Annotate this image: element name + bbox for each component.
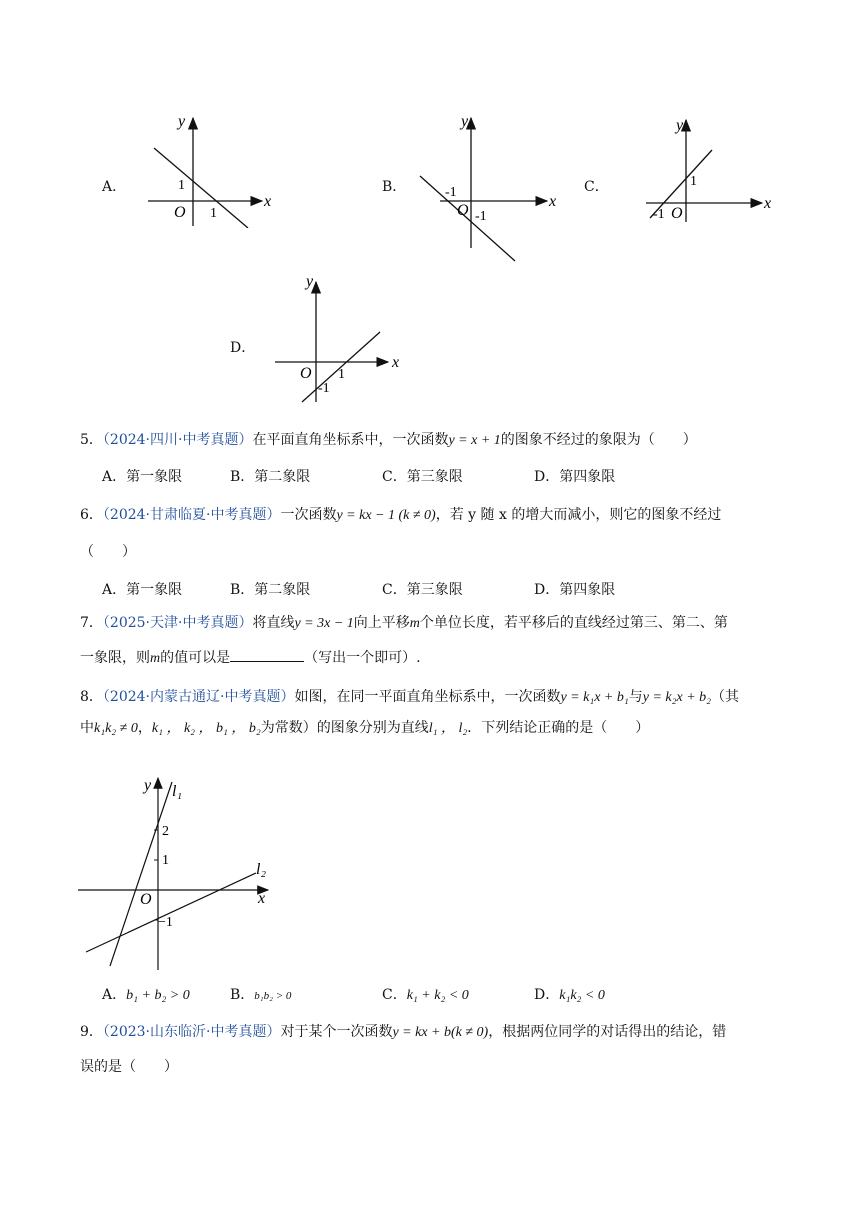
question-text: 一象限，则: [80, 650, 150, 666]
tick-label-minus-1: −1: [158, 915, 173, 930]
option-c-label: C．: [584, 179, 609, 195]
option-b-formula: b₁b₂ > 0: [254, 990, 292, 1002]
x-intercept-label: -1: [445, 185, 457, 200]
question-text: 对于某个一次函数: [280, 1024, 393, 1040]
question-text-cont2: （写出一个即可）.: [304, 650, 421, 666]
option-c: C．第三象限: [382, 469, 463, 485]
question-6: [80, 505, 721, 526]
question-text: 将直线: [252, 615, 295, 631]
x-intercept-label: 1: [338, 367, 345, 382]
graph-c: [640, 108, 785, 228]
question-8-line-2: [80, 718, 649, 739]
condition: k₁k₂ ≠ 0: [94, 721, 138, 736]
question-text-cont: 为常数）的图象分别为直线: [260, 720, 429, 736]
function-line: [154, 148, 248, 228]
question-number: 6．: [80, 507, 103, 523]
question-text-cont: 的图象不经过的象限为（ ）: [500, 432, 697, 448]
option-d: D．k₁k₂ < 0: [534, 987, 605, 1003]
x-label: x: [764, 195, 772, 212]
question-source: （2024·四川·中考真题）: [102, 432, 253, 448]
y-label: y: [676, 117, 684, 134]
question-8: [80, 687, 739, 708]
option-c: C．k₁ + k₂ < 0: [382, 987, 469, 1003]
question-6-answer-paren: （ ）: [80, 544, 136, 560]
question-text-cont: （其: [711, 689, 740, 705]
question-number: 9．: [80, 1024, 103, 1040]
question-formula: y = kx + b(k ≠ 0): [392, 1025, 489, 1040]
question-number: 8．: [80, 689, 103, 705]
origin-label: O: [457, 202, 469, 219]
tick-label-2: 2: [162, 824, 169, 839]
option-d: D．第四象限: [534, 582, 616, 598]
line-l2: [86, 873, 256, 952]
question-number: 5．: [80, 432, 103, 448]
variable-m: m: [150, 651, 161, 666]
x-label: x: [258, 890, 266, 907]
option-d-formula: k₁k₂ < 0: [559, 988, 605, 1003]
option-d: D．第四象限: [534, 469, 616, 485]
y-intercept-label: -1: [318, 381, 330, 396]
option-a: A．b₁ + b₂ > 0: [102, 987, 190, 1003]
x-label: x: [264, 193, 272, 210]
question-text-cont: 的值可以是: [160, 650, 231, 666]
variables: k₁ ， k₂ ， b₁ ， b₂: [151, 721, 261, 736]
option-b: B．b₁b₂ > 0: [230, 987, 292, 1003]
answer-blank[interactable]: [230, 647, 304, 662]
origin-label: O: [174, 204, 186, 221]
question-text-cont2: 个单位长度，若平移后的直线经过第三、第二、第: [419, 615, 728, 631]
question-source: （2024·甘肃临夏·中考真题）: [102, 507, 281, 523]
tick-label-1: 1: [162, 853, 169, 868]
question-text-and: 与: [628, 689, 643, 705]
question-text: 中: [80, 720, 94, 736]
question-formula: y = 3x − 1: [294, 616, 354, 631]
question-source: （2025·天津·中考真题）: [102, 615, 253, 631]
question-text-cont2: ．下列结论正确的是（ ）: [467, 720, 650, 736]
option-d-label: D．: [230, 340, 256, 356]
formula-2: y = k₂x + b₂: [642, 690, 712, 705]
option-b: B．第二象限: [230, 469, 311, 485]
y-label: y: [144, 777, 152, 794]
l2-label: l₂: [256, 861, 267, 878]
question-text: 一次函数: [280, 507, 337, 523]
option-c-formula: k₁ + k₂ < 0: [406, 988, 469, 1003]
origin-label: O: [671, 205, 683, 222]
option-b-label: B．: [382, 179, 407, 195]
l1-label: l₁: [172, 783, 183, 800]
option-a: A．第一象限: [102, 469, 183, 485]
origin-label: O: [140, 891, 152, 908]
question-text-cont: 向上平移: [353, 615, 410, 631]
origin-label: O: [300, 365, 312, 382]
separator: ，: [137, 720, 152, 736]
line-names: l₁ ， l₂: [428, 721, 468, 736]
y-label: y: [178, 113, 186, 130]
y-intercept-label: 1: [178, 178, 185, 193]
option-a: A．第一象限: [102, 582, 183, 598]
option-a-formula: b₁ + b₂ > 0: [126, 988, 190, 1003]
question-9-line-2: 误的是（ ）: [80, 1059, 178, 1075]
y-label: y: [306, 273, 314, 290]
graph-a: [140, 108, 280, 228]
question-formula: y = x + 1: [448, 433, 501, 448]
formula-1: y = k₁x + b₁: [560, 690, 629, 705]
x-intercept-label: -1: [653, 207, 665, 222]
question-7: [80, 613, 728, 634]
question-text: 在平面直角坐标系中，一次函数: [252, 432, 449, 448]
line-l1: [110, 782, 172, 966]
question-number: 7．: [80, 615, 103, 631]
x-intercept-label: 1: [210, 206, 217, 221]
y-intercept-label: -1: [475, 209, 487, 224]
x-label: x: [549, 193, 557, 210]
option-c: C．第三象限: [382, 582, 463, 598]
graph-b: [415, 108, 565, 263]
y-label: y: [461, 113, 469, 130]
option-b: B．第二象限: [230, 582, 311, 598]
question-8-graph: [70, 770, 280, 975]
option-a-label: A．: [102, 179, 127, 195]
variable-m: m: [409, 616, 420, 631]
question-7-line-2: [80, 647, 421, 669]
question-text-cont: ，根据两位同学的对话得出的结论，错: [488, 1024, 727, 1040]
question-text: 如图，在同一平面直角坐标系中，一次函数: [294, 689, 561, 705]
question-formula: y = kx − 1 (k ≠ 0): [336, 508, 436, 523]
question-source: （2024·内蒙古通辽·中考真题）: [102, 689, 295, 705]
y-intercept-label: 1: [690, 174, 697, 189]
question-9: [80, 1022, 726, 1043]
graph-d: [270, 270, 410, 410]
question-source: （2023·山东临沂·中考真题）: [102, 1024, 281, 1040]
question-5: [80, 430, 697, 451]
x-label: x: [392, 354, 400, 371]
question-text-cont: ，若 y 随 x 的增大而减小，则它的图象不经过: [435, 507, 722, 523]
